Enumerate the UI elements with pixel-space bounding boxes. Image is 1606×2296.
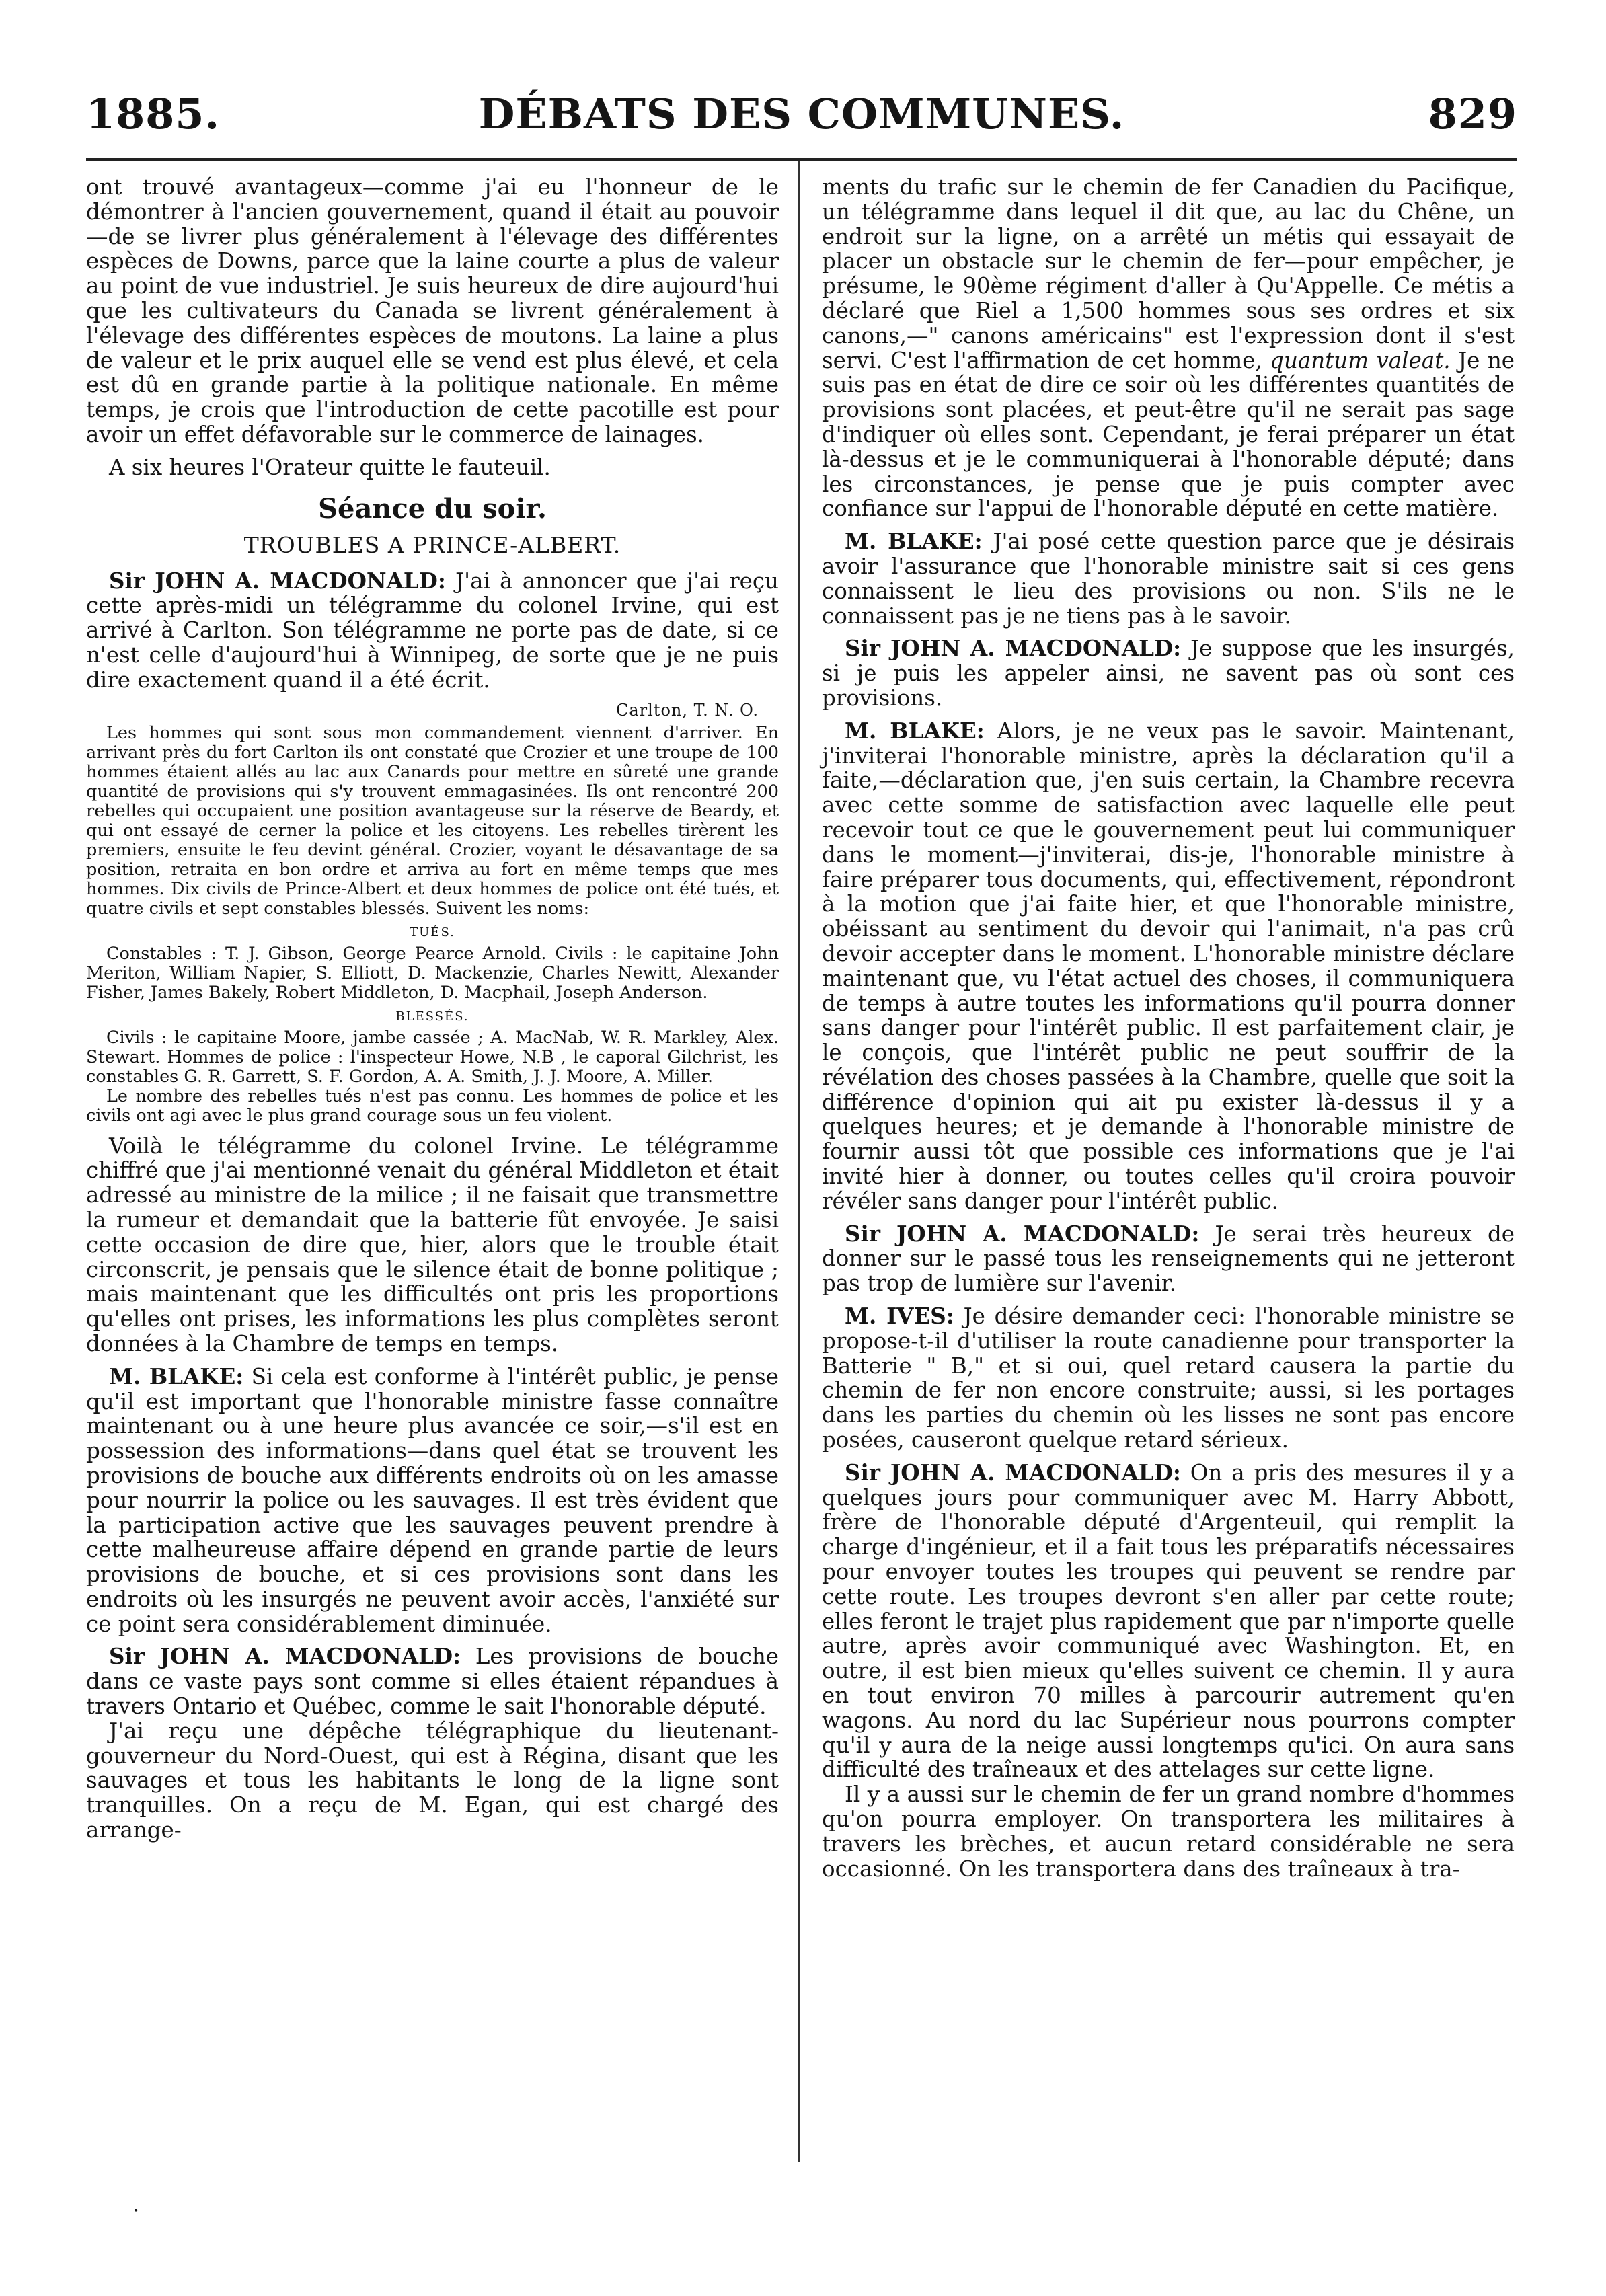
telegram-end: Le nombre des rebelles tués n'est pas connu. Les hommes de police et les civils ont agi avec le plus grand courage sous un feu violent. xyxy=(86,1085,779,1126)
paragraph xyxy=(822,529,1515,628)
paragraph: J'ai reçu une dépêche télégraphique du lieutenant-gouverneur du Nord-Ouest, qui est à Régina, disant que les sauvages et tous les habitants le long de la ligne sont tranquilles. On a reçu de M. Egan, qui est chargé des arrange- xyxy=(86,1718,779,1843)
paragraph: Il y a aussi sur le chemin de fer un grand nombre d'hommes qu'on pourra employer. On transportera les militaires à travers les brèches, et aucun retard considérable ne sera occasionné. On les transportera dans des traîneaux à tra- xyxy=(822,1782,1515,1882)
print-mark: • xyxy=(133,2206,139,2217)
speech-text: J'ai à annoncer que j'ai reçu cette après-midi un télégramme du colonel Irvine, qui est arrivé à Carlton. Son télégramme ne porte pas de date, si ce n'est celle d'aujourd'hui à Winnipeg, de sorte que je ne puis dire exactement quand il a été écrit. xyxy=(86,568,779,693)
speaker-name: M. BLAKE: xyxy=(109,1363,244,1389)
paragraph xyxy=(86,1365,779,1637)
speech-text: Je ne suis pas en état de dire ce soir où les différentes quantités de provisions sont placées, et peut-être qu'il ne serait pas sage d'indiquer où elles sont. Cependant, je ferai préparer un état là-dessus et je le communiquerai à l'honorable député; dans les circonstances, je pense que je puis compter avec confiance sur l'appui de l'honorable député en cette matière. xyxy=(822,347,1515,522)
paragraph xyxy=(86,569,779,693)
speech-text: Alors, je ne veux pas le savoir. Maintenant, j'inviterai l'honorable ministre, après la déclaration qu'il a faite,—déclaration que, j'en suis certain, la Chambre recevra avec cette somme de satisfaction avec laquelle elle peut recevoir tout ce que le gouvernement peut lui communiquer dans le moment—j'inviterai, dis-je, l'honorable ministre à faire préparer tous documents, qui, effectivement, répondront à la motion que j'ai faite hier, et que l'honorable ministre, obéissant au sentiment du devoir qui l'animait, n'a pas crû devoir accepter dans le moment. L'honorable ministre déclare maintenant que, vu l'état actuel des choses, il communiquera de temps à autre toutes les informations qu'il pourra donner sans danger pour l'intérêt public. Il est parfaitement clair, je le conçois, que l'intérêt public ne peut souffrir de la révélation des choses passées à la Chambre, quelle que soit la différence d'opinion qui ait pu exister là-dessus il y a quelques heures; et je demande à l'honorable ministre de fournir aussi tôt que possible ces informations que je l'ai invité hier à donner, ou toutes celles qu'il croira pouvoir révéler sans danger pour l'intérêt public. xyxy=(822,718,1515,1214)
label-wounded: BLESSÉS. xyxy=(395,1009,469,1024)
paragraph xyxy=(822,1222,1515,1296)
killed-list: Constables : T. J. Gibson, George Pearce Arnold. Civils : le capitaine John Meriton, William Napier, S. Elliott, D. Mackenzie, Charles Newitt, Alexander Fisher, James Bakely, Robert Middleton, D. Macphail, Joseph Anderson. xyxy=(86,943,779,1003)
right-column xyxy=(822,175,1515,1881)
speech-text: On a pris des mesures il y a quelques jours pour communiquer avec M. Harry Abbott, frère de l'honorable député d'Argenteuil, qui remplit la charge d'ingénieur, et il a fait tous les préparatifs nécessaires pour envoyer toutes les troupes qui peuvent se rendre par cette route. Les troupes devront s'en aller par cette route; elles feront le trajet plus rapidement que par n'importe quelle autre, après avoir communiqué avec Washington. Et, en outre, il est bien mieux qu'elles suivent ce chemin. Il y aura en tout environ 70 milles à parcourir autrement qu'en wagons. Au nord du lac Supérieur nous pourrons compter qu'il y aura de la neige aussi longtemps qu'ici. On aura sans difficulté des traîneaux et des attelages sur cette ligne. xyxy=(822,1459,1515,1783)
column-divider xyxy=(798,161,800,2162)
speech-text: ments du trafic sur le chemin de fer Canadien du Pacifique, un télégramme dans lequel il dit que, au lac du Chêne, un endroit sur la ligne, on a arrêté un métis qui essayait de placer un obstacle sur le chemin de fer—pour empêcher, je présume, le 90ème régiment d'aller à Qu'Appelle. Ce métis a déclaré que Riel a 1,500 hommes sous ses ordres et six canons,—" canons américains" est l'expression dont il s'est servi. C'est l'affirmation de cet homme, xyxy=(822,174,1515,373)
section-subtitle: TROUBLES A PRINCE-ALBERT. xyxy=(243,531,621,558)
telegram-place: Carlton, T. N. O. xyxy=(616,700,759,720)
paragraph: A six heures l'Orateur quitte le fauteuil. xyxy=(109,454,551,480)
header-rule xyxy=(86,158,1517,161)
speaker-name: Sir JOHN A. MACDONALD: xyxy=(109,1643,461,1670)
paragraph: ont trouvé avantageux—comme j'ai eu l'honneur de le démontrer à l'ancien gouvernement, quand il était au pouvoir—de se livrer plus généralement à l'élevage des différentes espèces de Downs, parce que la laine courte a plus de valeur au point de vue industriel. Je suis heureux de dire aujourd'hui que les cultivateurs du Canada se livrent généralement à l'élevage des différentes espèces de moutons. La laine a plus de valeur et le prix auquel elle se vend est plus élevé, et cela est dû en grande partie à la politique nationale. En même temps, je crois que l'introduction de cette pacotille est pour avoir un effet défavorable sur le commerce de lainages. xyxy=(86,174,779,447)
paragraph: Voilà le télégramme du colonel Irvine. Le télégramme chiffré que j'ai mentionné venait du général Middleton et était adressé au ministre de la milice ; il ne faisait que transmettre la rumeur et demandait que la batterie fût envoyée. Je saisi cette occasion de dire que, hier, alors que le trouble était circonscrit, je pensais que le silence était de bonne politique ; mais maintenant que les difficultés ont pris les proportions qu'elles ont prises, les informations les plus complètes seront données à la Chambre de temps en temps. xyxy=(86,1133,779,1356)
speech-text: Je serai très heureux de donner sur le passé tous les renseignements qui ne jetteront pas trop de lumière sur l'avenir. xyxy=(822,1221,1515,1297)
speech-text: Je suppose que les insurgés, si je puis les appeler ainsi, ne savent pas où sont ces provisions. xyxy=(822,636,1515,711)
speech-text: Je désire demander ceci: l'honorable ministre se propose-t-il d'utiliser la route canadienne pour transporter la Batterie " B," et si oui, quel retard causera la partie du chemin de fer non encore construite; aussi, si les portages dans les parties du chemin où les lisses ne sont pas encore posées, causeront quelque retard sérieux. xyxy=(822,1303,1515,1453)
paragraph xyxy=(822,175,1515,521)
speech-text: Si cela est conforme à l'intérêt public, je pense qu'il est important que l'honorable ministre fasse connaître maintenant ou à une heure plus avancée ce soir,—s'il est en possession des informations—dans quel état se trouvent les provisions de bouche aux différents endroits où on les amasse pour nourrir la police ou les sauvages. Il est très évident que la participation active que les sauvages peuvent prendre à cette malheureuse affaire dépend en grande partie de leurs provisions de bouche, et si ces provisions sont dans les endroits où les insurgés ne peuvent avoir accès, l'anxiété sur ce point sera considérablement diminuée. xyxy=(86,1363,779,1637)
speech-text: J'ai posé cette question parce que je désirais avoir l'assurance que l'honorable ministre sait si ces gens connaissent le lieu des provisions ou non. S'ils ne le connaissent pas je ne tiens pas à le savoir. xyxy=(822,529,1515,629)
left-column xyxy=(86,175,779,1843)
speaker-name: Sir JOHN A. MACDONALD: xyxy=(845,1220,1200,1247)
paragraph xyxy=(822,636,1515,710)
speaker-name: M. BLAKE: xyxy=(845,528,983,555)
header-year: 1885. xyxy=(86,89,221,139)
paragraph xyxy=(86,1644,779,1718)
speaker-name: Sir JOHN A. MACDONALD: xyxy=(845,1459,1181,1486)
speaker-name: Sir JOHN A. MACDONALD: xyxy=(109,567,446,594)
section-title: Séance du soir. xyxy=(318,492,547,525)
speaker-name: Sir JOHN A. MACDONALD: xyxy=(845,635,1182,662)
latin-phrase: quantum valeat. xyxy=(1270,347,1451,373)
paragraph xyxy=(822,1304,1515,1453)
label-killed: TUÉS. xyxy=(410,925,455,940)
running-title: DÉBATS DES COMMUNES. xyxy=(478,89,1125,139)
page-number: 829 xyxy=(1428,89,1517,139)
speech-text: Les provisions de bouche dans ce vaste pays sont comme si elles étaient répandues à travers Ontario et Québec, comme le sait l'honorable député. xyxy=(86,1644,779,1720)
speaker-name: M. BLAKE: xyxy=(845,717,985,744)
page-header xyxy=(86,87,1517,141)
paragraph xyxy=(822,719,1515,1214)
wounded-list: Civils : le capitaine Moore, jambe cassée ; A. MacNab, W. R. Markley, Alex. Stewart. Hommes de police : l'inspecteur Howe, N.B , le caporal Gilchrist, les constables G. R. Garrett, S. F. Gordon, A. A. Smith, J. J. Moore, A. Miller. xyxy=(86,1027,779,1087)
telegram-body: Les hommes qui sont sous mon commandement viennent d'arriver. En arrivant près du fort Carlton ils ont constaté que Crozier et une troupe de 100 hommes étaient allés au lac aux Canards pour mettre en sûreté une grande quantité de provisions qui s'y trouvent emmagasinées. Ils ont rencontré 200 rebelles qui occupaient une position avantageuse sur la réserve de Beardy, et qui ont essayé de cerner la police et les citoyens. Les rebelles tirèrent les premiers, ensuite le feu devint général. Crozier, voyant le désavantage de sa position, retraita en bon ordre et arriva au fort en même temps que mes hommes. Dix civils de Prince-Albert et deux hommes de police ont été tués, et quatre civils et sept constables blessés. Suivent les noms: xyxy=(86,722,779,919)
speaker-name: M. IVES: xyxy=(845,1303,954,1330)
paragraph xyxy=(822,1461,1515,1782)
